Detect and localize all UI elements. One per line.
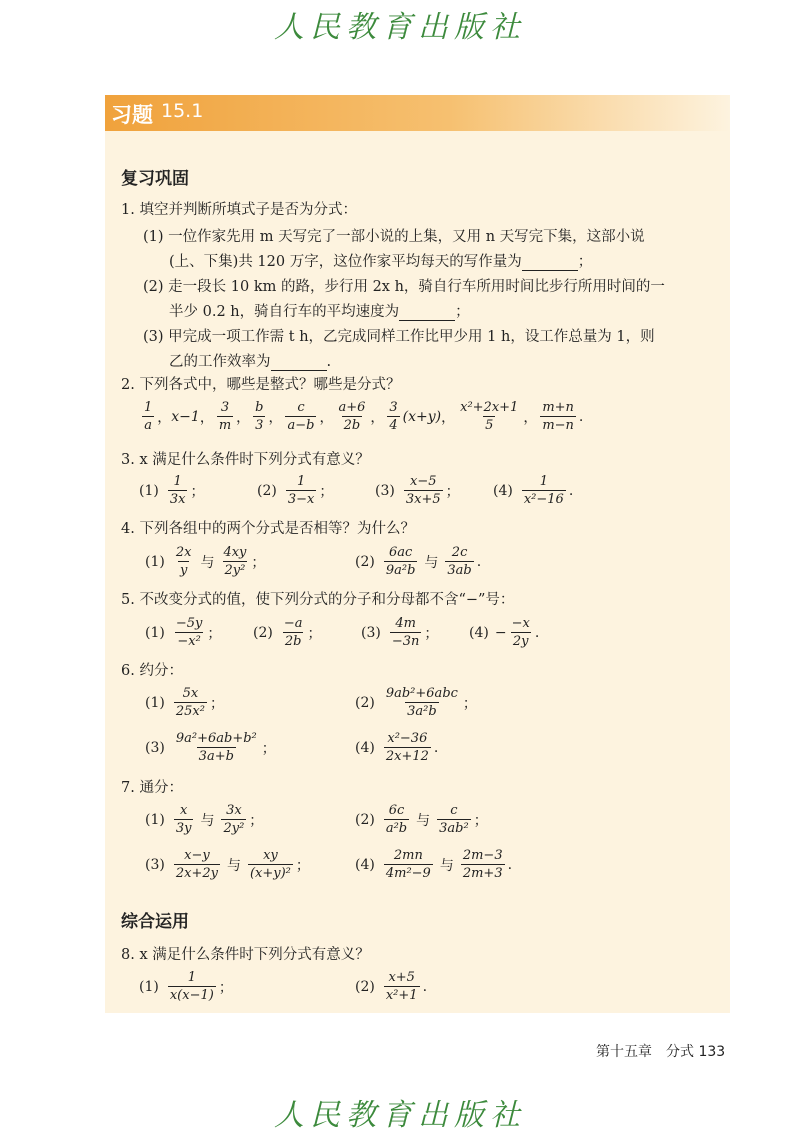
fraction-denominator: x²+1 [385,988,418,1003]
page-footer: 第十五章 分式 133 [596,1044,726,1060]
separator: . [578,408,584,425]
conjunction: 与 [416,812,431,829]
exercise-item [139,475,257,506]
exercise-item [355,732,565,763]
item-label: (2) [257,482,277,499]
fraction-denominator: 25x² [175,704,205,719]
fraction-numerator: 1 [187,970,196,985]
q4-stem: 4. 下列各组中的两个分式是否相等？为什么？ [121,521,415,537]
exercise-title: 习题 [111,103,153,127]
q1-stem: 1. 填空并判断所填式子是否为分式： [121,202,357,218]
section-apply: 综合运用 [121,912,189,932]
fraction [522,475,566,506]
fraction [404,475,443,506]
q6-row-1 [145,687,565,718]
fraction-denominator: 2x+12 [385,749,429,764]
q7-row-2 [145,849,565,880]
fraction-denominator: 2y [512,634,529,649]
fraction-numerator: 1 [296,474,306,489]
fraction [510,617,532,648]
q5-stem: 5. 不改变分式的值，使下列分式的分子和分母都不含“−”号： [121,592,515,608]
minus-sign: − [494,624,507,641]
fraction [248,849,293,880]
item-label: (2) [355,978,375,995]
fraction-numerator: 2mn [393,848,423,863]
fraction-numerator: b [255,400,264,415]
item-label: (1) [145,553,165,570]
fraction-numerator: 3 [220,400,230,415]
item-label: (4) [355,739,375,756]
answer-blank [399,306,455,321]
fraction-denominator: 2b [343,418,361,433]
fraction [142,401,154,432]
item-label: (2) [355,694,375,711]
fraction-denominator: 3ab² [439,821,469,836]
exercise-title-bar [105,95,730,131]
exercise-item [355,804,565,835]
fraction-numerator: −a [283,616,303,631]
fraction [384,971,420,1002]
publisher-logo-bottom: 人民教育出版社 [274,1098,526,1133]
conjunction: 与 [439,857,454,874]
separator: ， [319,409,334,426]
fraction [336,401,367,432]
q7-stem: 7. 通分： [121,780,183,796]
fraction-numerator: −x [511,616,530,631]
item-end: . [507,856,513,873]
q1-p1a: (1) 一位作家先用 m 天写完了一部小说的上集，又用 n 天写完下集，这部小说 [143,229,645,245]
item-label: (3) [361,624,381,641]
fraction [390,617,422,648]
item-end: ； [307,625,322,642]
fraction-numerator: 1 [539,474,548,489]
fraction [458,401,520,432]
item-label: (1) [145,694,165,711]
fraction-numerator: 3 [389,400,398,415]
exercise-item [355,546,565,577]
fraction-denominator: −3n [391,634,420,649]
fraction-numerator: 9a²+6ab+b² [175,731,257,746]
item-end: ； [295,857,310,874]
item-end: ； [218,979,233,996]
exercise-item [355,849,565,880]
fraction-denominator: 2y² [224,563,246,578]
q2-expressions [139,401,583,432]
exercise-item [375,475,493,506]
q7-row-1 [145,804,565,835]
fraction-denominator: −x² [177,634,201,649]
fraction-denominator: 4m²−9 [385,866,431,881]
item-label: (2) [253,624,273,641]
fraction [282,617,305,648]
fraction-denominator: a−b [287,418,315,433]
separator: ， [523,409,538,426]
q4-items [145,546,565,577]
item-label: (4) [355,856,375,873]
fraction-denominator: a [144,418,153,433]
fraction-denominator: (x+y)² [249,866,291,881]
q1-p1b: (上、下集)共 120 万字，这位作家平均每天的写作量为 ； [169,254,593,270]
fraction-denominator: 3a+b [198,749,234,764]
item-label: (3) [145,739,165,756]
item-label: (1) [145,811,165,828]
item-end: ； [445,483,460,500]
fraction-denominator: 3ab [447,563,472,578]
exercise-item [145,617,253,648]
answer-blank [271,356,327,371]
separator: ， [157,409,172,426]
exercise-item [493,475,611,506]
item-label: (1) [139,482,159,499]
fraction-denominator: y [179,563,188,578]
item-end: . [568,482,574,499]
item-label: (2) [355,553,375,570]
fraction-denominator: 2x+2y [175,866,218,881]
fraction-denominator: 3 [255,418,264,433]
item-end: ； [207,625,222,642]
fraction-numerator: a+6 [338,400,366,415]
fraction-denominator: a²b [385,821,408,836]
expression: x−1 [171,408,200,425]
fraction-numerator: m+n [542,400,574,415]
fraction-numerator: x²−36 [387,731,428,746]
item-end: ； [462,695,477,712]
fraction-numerator: c [297,400,305,415]
q6-stem: 6. 约分： [121,663,183,679]
fraction-numerator: 5x [182,686,199,701]
exercise-number: 15.1 [161,100,204,122]
item-label: (1) [139,978,159,995]
item-end: ； [473,812,488,829]
exercise-item [355,971,571,1002]
separator: ， [441,409,456,426]
item-label: (1) [145,624,165,641]
item-end: . [433,739,439,756]
q5-items [145,617,577,648]
fraction-numerator: x−5 [409,474,437,489]
fraction [174,849,220,880]
fraction-denominator: 5 [485,418,494,433]
q8-stem: 8. x 满足什么条件时下列分式有意义？ [121,947,370,963]
fraction [437,804,471,835]
item-label: (3) [145,856,165,873]
fraction [286,475,317,506]
q1-p2a: (2) 走一段长 10 km 的路，步行用 2x h，骑自行车所用时间比步行所用时间的一 [143,279,665,295]
item-end: ； [209,695,224,712]
q3-stem: 3. x 满足什么条件时下列分式有意义？ [121,452,370,468]
fraction [384,546,418,577]
fraction [253,401,265,432]
fraction [168,475,188,506]
fraction [461,849,505,880]
fraction [540,401,576,432]
fraction-numerator: x−y [184,848,210,863]
fraction-denominator: m [218,418,232,433]
item-end: ； [424,625,439,642]
fraction-numerator: xy [263,848,278,863]
exercise-item [145,849,355,880]
item-label: (3) [375,482,395,499]
fraction [384,687,460,718]
item-end: . [422,978,428,995]
q2-stem: 2. 下列各式中，哪些是整式？哪些是分式？ [121,377,401,393]
fraction-numerator: 3x [226,803,242,818]
fraction-numerator: x+5 [388,970,415,985]
q1-p2b: 半少 0.2 h，骑自行车的平均速度为 ； [169,304,470,320]
fraction-numerator: 4xy [223,545,247,560]
fraction-numerator: 6ac [388,545,413,560]
conjunction: 与 [424,554,439,571]
fraction-denominator: 2b [284,634,302,649]
fraction-numerator: 4m [395,616,416,631]
conjunction: 与 [226,857,241,874]
fraction-numerator: −5y [175,616,203,631]
fraction-numerator: 9ab²+6abc [385,686,458,701]
fraction-numerator: 2x [175,545,192,560]
exercise-item [253,617,361,648]
fraction-numerator: c [450,803,458,818]
fraction-denominator: 3x [169,492,186,507]
fraction-denominator: 3y [175,821,192,836]
fraction-denominator: x(x−1) [169,988,214,1003]
item-end: ； [251,554,266,571]
item-end: ； [319,483,334,500]
exercise-item [145,546,355,577]
exercise-item [139,971,355,1002]
fraction-numerator: 1 [144,400,153,415]
exercise-panel [105,95,730,1013]
fraction [384,804,409,835]
q8-items [139,971,571,1002]
fraction-numerator: 2c [451,545,468,560]
item-end: . [476,553,482,570]
fraction-numerator: x [179,803,188,818]
fraction [217,401,233,432]
q1-p3a: (3) 甲完成一项工作需 t h，乙完成同样工作比甲少用 1 h，设工作总量为 1，则 [143,329,655,345]
exercise-item [145,687,355,718]
fraction [384,732,431,763]
fraction-denominator: 2m+3 [462,866,503,881]
fraction-numerator: 6c [388,803,405,818]
publisher-logo-top: 人民教育出版社 [274,10,526,45]
fraction [384,849,433,880]
fraction [174,617,205,648]
item-end: ； [261,740,276,757]
fraction [174,687,207,718]
item-end: . [534,624,540,641]
separator: ， [236,409,251,426]
q6-row-2 [145,732,565,763]
fraction [387,401,399,432]
item-label: (4) [469,624,489,641]
q1-p3b: 乙的工作效率为 . [169,354,332,370]
fraction-denominator: 3−x [287,492,315,507]
exercise-item [257,475,375,506]
fraction-numerator: x²+2x+1 [460,400,519,415]
fraction [174,546,194,577]
separator: ， [199,409,214,426]
exercise-item [355,687,565,718]
item-end: ； [190,483,205,500]
item-label: (2) [355,811,375,828]
fraction-denominator: m−n [542,418,574,433]
fraction-denominator: 9a²b [385,563,416,578]
fraction [221,546,248,577]
item-label: (4) [493,482,513,499]
fraction-denominator: 2y² [223,821,245,836]
exercise-item [145,732,355,763]
conjunction: 与 [200,812,215,829]
fraction [174,732,259,763]
fraction [221,804,246,835]
fraction-denominator: 4 [389,418,398,433]
exercise-item [469,617,577,648]
expression-tail: (x+y) [402,408,442,425]
separator: ， [268,409,283,426]
exercise-item [361,617,469,648]
fraction-denominator: 3x+5 [405,492,441,507]
item-end: ； [249,812,264,829]
q3-items [139,475,611,506]
fraction [285,401,316,432]
fraction [168,971,216,1002]
exercise-item [145,804,355,835]
conjunction: 与 [200,554,215,571]
fraction-denominator: x²−16 [523,492,564,507]
section-review: 复习巩固 [121,169,189,189]
separator: ， [370,409,385,426]
fraction-numerator: 2m−3 [462,848,503,863]
fraction-numerator: 1 [173,474,182,489]
fraction [174,804,194,835]
fraction-denominator: 3a²b [407,704,437,719]
fraction [445,546,473,577]
answer-blank [522,256,578,271]
